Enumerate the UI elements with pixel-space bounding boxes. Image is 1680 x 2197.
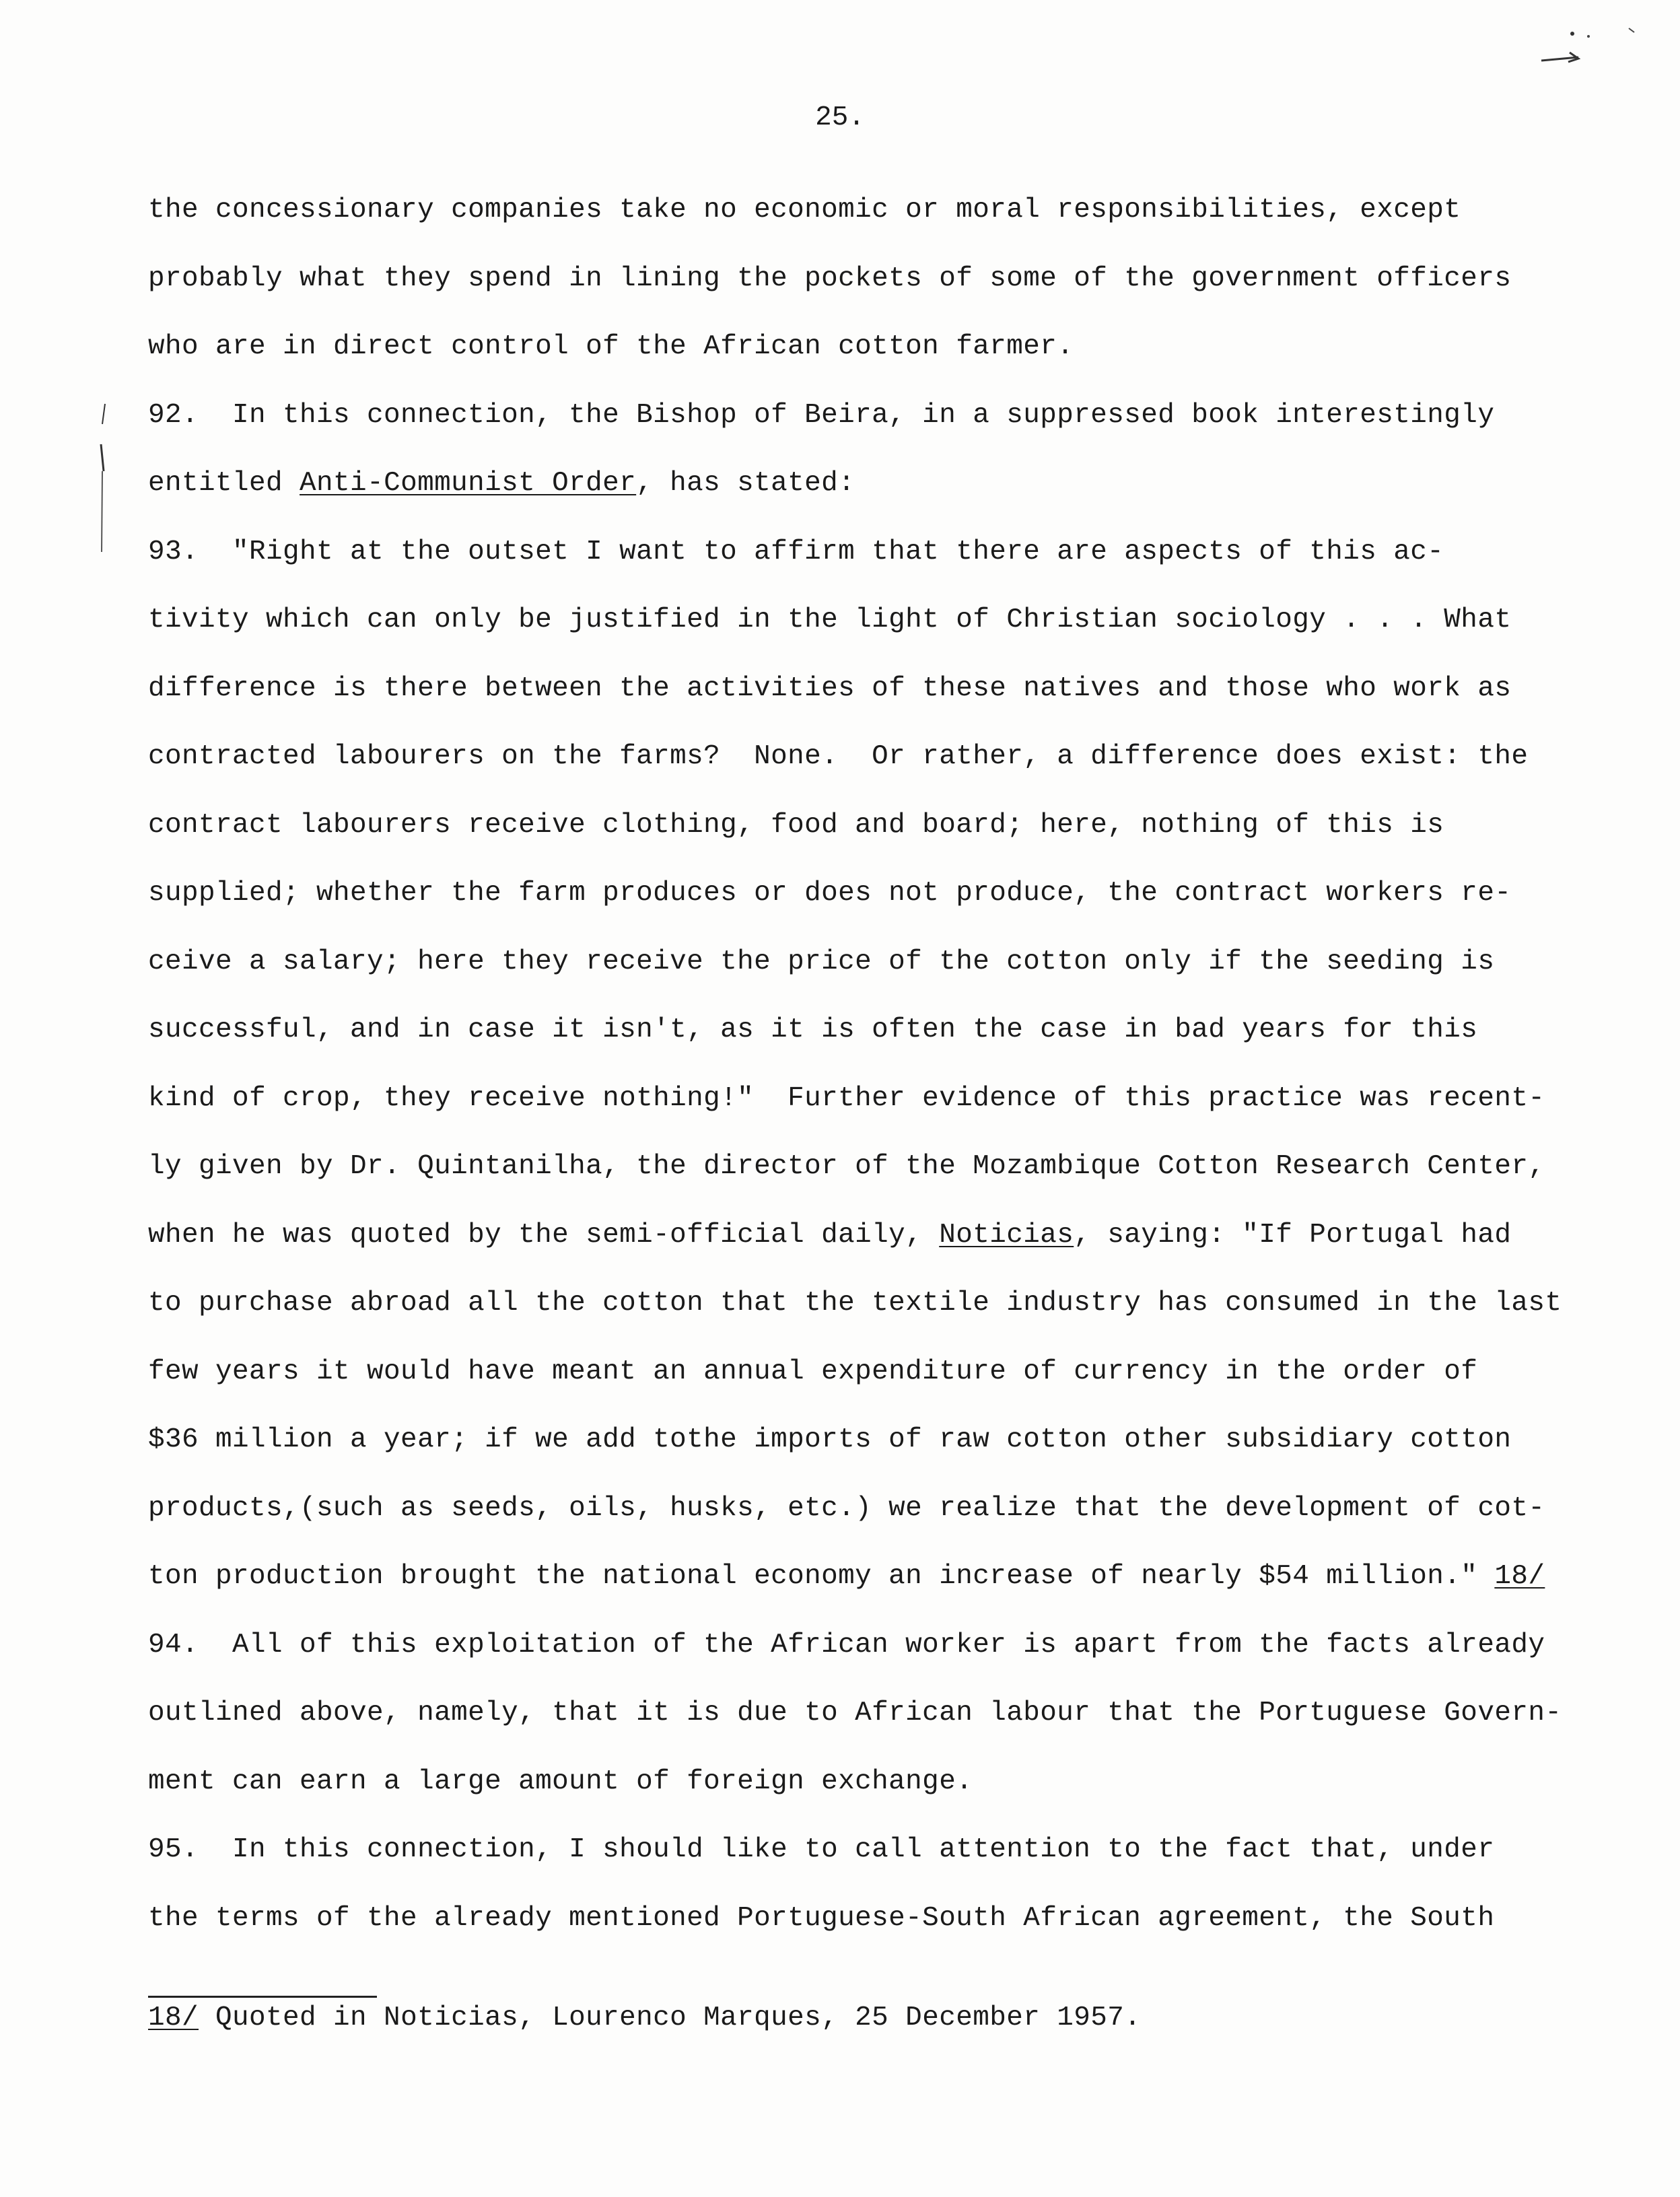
text-line: few years it would have meant an annual expenditure of currency in the order of [148,1356,1478,1387]
text-line: outlined above, namely, that it is due to African labour that the Portuguese Govern- [148,1698,1562,1729]
text-line: products,(such as seeds, oils, husks, etc.) we realize that the development of cot- [148,1492,1545,1524]
text-line: the concessionary companies take no economic or moral responsibilities, except [148,195,1461,225]
text-line: ly given by Dr. Quintanilha, the director of the Mozambique Cotton Research Center, [148,1151,1545,1182]
text-line: kind of crop, they receive nothing!" Further evidence of this practice was recent- [148,1082,1545,1114]
paragraph-95-start: 95. In this connection, I should like to call attention to the fact that, under [148,1834,1495,1865]
text-segment: ton production brought the national economy an increase of nearly $54 million." [148,1561,1495,1592]
text-line: successful, and in case it isn't, as it is often the case in bad years for this [148,1014,1478,1045]
text-line [148,1543,1588,1611]
text-line [148,1201,1588,1270]
footnote-marker: 18/ [148,2002,199,2033]
text-line: tivity which can only be justified in the light of Christian sociology . . . What [148,604,1512,635]
text-line: $36 million a year; if we add tothe imports of raw cotton other subsidiary cotton [148,1424,1512,1455]
footnote-text: Quoted in Noticias, Lourenco Marques, 25 December 1957. [199,2002,1142,2033]
text-line: the terms of the already mentioned Portuguese-South African agreement, the South [148,1902,1495,1934]
text-line [148,450,1588,518]
paragraph-92-start: 92. In this connection, the Bishop of Beira, in a suppressed book interestingly [148,399,1495,431]
scan-corner-marks [1528,20,1649,74]
text-segment: entitled [148,468,300,499]
footnote [148,1998,1141,2038]
footnote-reference: 18/ [1494,1561,1545,1592]
text-line: supplied; whether the farm produces or does not produce, the contract workers re- [148,878,1512,909]
text-segment: , saying: "If Portugal had [1074,1219,1512,1251]
paragraph-94-start: 94. All of this exploitation of the African worker is apart from the facts already [148,1629,1545,1661]
page-number: 25. [815,102,865,133]
text-line: difference is there between the activities of these natives and those who work as [148,672,1512,704]
text-line: contracted labourers on the farms? None. Or rather, a difference does exist: the [148,741,1529,772]
text-line: contract labourers receive clothing, food and board; here, nothing of this is [148,809,1444,841]
text-line: to purchase abroad all the cotton that the textile industry has consumed in the last [148,1288,1562,1319]
text-segment: , has stated: [636,468,855,499]
text-line: ment can earn a large amount of foreign exchange. [148,1766,973,1797]
text-line: who are in direct control of the African cotton farmer. [148,331,1074,362]
text-segment: when he was quoted by the semi-official daily, [148,1219,940,1251]
text-line: ceive a salary; here they receive the price of the cotton only if the seeding is [148,946,1495,977]
newspaper-title-underlined: Noticias [939,1219,1074,1251]
book-title-underlined: Anti-Communist Order [300,468,637,499]
body-text [148,176,1588,1953]
margin-annotation-marks [94,397,114,572]
text-line: probably what they spend in lining the pockets of some of the government officers [148,263,1512,294]
paragraph-93-start: 93. "Right at the outset I want to affirm that there are aspects of this ac- [148,536,1444,567]
